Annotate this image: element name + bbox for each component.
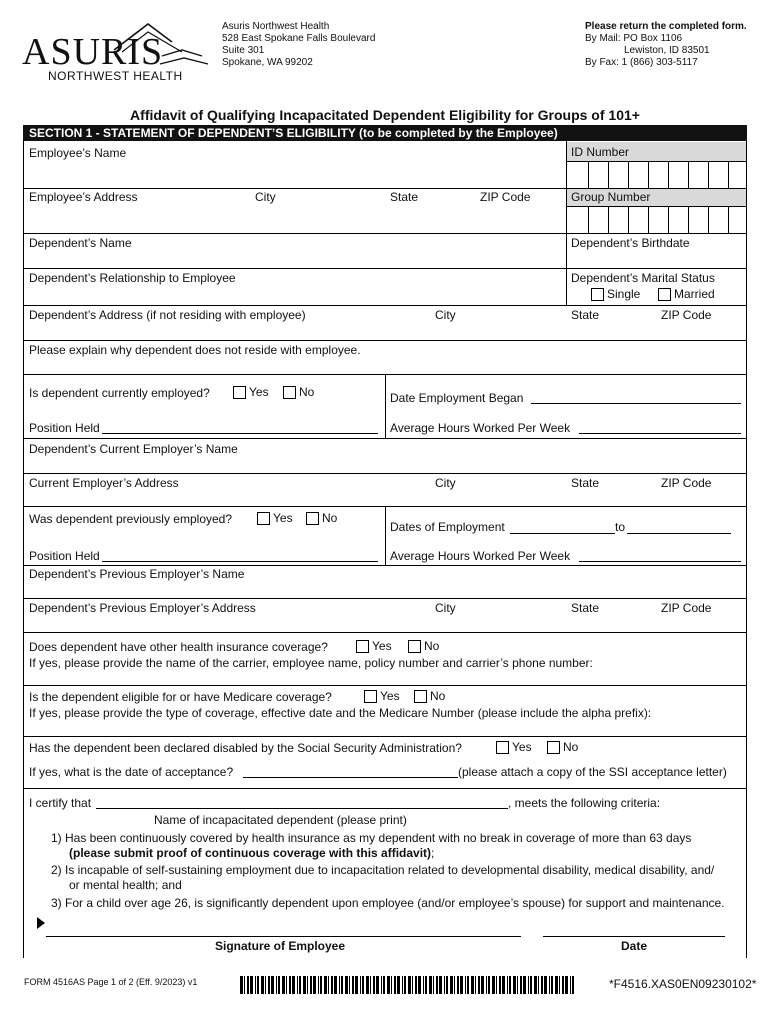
- dependent-zip-label: ZIP Code: [661, 308, 712, 322]
- previous-employer-address-label: Dependent’s Previous Employer’s Address: [29, 601, 256, 615]
- other-coverage-yes[interactable]: [356, 639, 392, 653]
- criterion-2b: or mental health; and: [69, 878, 182, 892]
- section-1-bar: SECTION 1 - STATEMENT OF DEPENDENT’S ELIGIBILITY (to be completed by the Employee): [23, 125, 747, 141]
- previous-employer-zip-label: ZIP Code: [661, 601, 712, 615]
- checkbox-icon[interactable]: [306, 512, 319, 525]
- yes-label: Yes: [512, 740, 532, 754]
- org-suite: Suite 301: [222, 45, 265, 56]
- return-fax: By Fax: 1 (866) 303-5117: [585, 57, 698, 68]
- current-employer-zip-label: ZIP Code: [661, 476, 712, 490]
- id-number-label: ID Number: [571, 145, 630, 159]
- no-label: No: [563, 740, 579, 754]
- ssa-no[interactable]: [547, 740, 578, 754]
- current-employer-name-label: Dependent’s Current Employer’s Name: [29, 442, 238, 456]
- dependent-print-name-line[interactable]: [96, 808, 508, 809]
- org-name: Asuris Northwest Health: [222, 21, 330, 32]
- logo-main: ASURIS: [22, 31, 164, 73]
- employee-city-label: City: [255, 190, 276, 204]
- date-employment-began-line[interactable]: [531, 403, 741, 404]
- date-label: Date: [621, 939, 648, 953]
- ssa-date-label: If yes, what is the date of acceptance?: [29, 765, 234, 779]
- ssa-date-line[interactable]: [243, 777, 458, 778]
- return-mail-city: Lewiston, ID 83501: [624, 45, 710, 56]
- previously-employed-yes[interactable]: [257, 511, 293, 525]
- checkbox-icon[interactable]: [414, 690, 427, 703]
- relationship-label: Dependent’s Relationship to Employee: [29, 271, 236, 285]
- checkbox-icon[interactable]: [283, 386, 296, 399]
- no-label: No: [424, 639, 440, 653]
- avg-hours-line[interactable]: [579, 433, 741, 434]
- checkbox-icon[interactable]: [591, 288, 604, 301]
- employee-zip-label: ZIP Code: [480, 190, 531, 204]
- checkbox-icon[interactable]: [547, 741, 560, 754]
- criterion-3: 3) For a child over age 26, is significantly dependent upon employee (and/or employee’s spouse) for support and maintenance.: [51, 896, 725, 910]
- single-label: Single: [607, 287, 641, 301]
- yes-label: Yes: [372, 639, 392, 653]
- dependent-name-label: Dependent’s Name: [29, 236, 132, 250]
- previous-employer-name-label: Dependent’s Previous Employer’s Name: [29, 567, 245, 581]
- employee-name-field[interactable]: [24, 160, 564, 186]
- currently-employed-label: Is dependent currently employed?: [29, 386, 210, 400]
- previous-employer-state-label: State: [571, 601, 600, 615]
- previously-employed-no[interactable]: [306, 511, 337, 525]
- currently-employed-no[interactable]: [283, 385, 314, 399]
- form-code: *F4516.XAS0EN09230102*: [609, 977, 757, 991]
- no-label: No: [322, 511, 338, 525]
- yes-label: Yes: [380, 689, 400, 703]
- logo-sub: NORTHWEST HEALTH: [48, 69, 183, 83]
- no-label: No: [299, 385, 315, 399]
- org-city: Spokane, WA 99202: [222, 57, 313, 68]
- married-label: Married: [674, 287, 715, 301]
- date-employment-began-label: Date Employment Began: [390, 391, 524, 405]
- prev-position-held-line[interactable]: [102, 561, 378, 562]
- married-checkbox[interactable]: [658, 287, 715, 301]
- ssa-label: Has the dependent been declared disabled by the Social Security Administration?: [29, 741, 462, 755]
- return-info: [585, 21, 747, 69]
- other-coverage-detail: If yes, please provide the name of the carrier, employee name, policy number and carrier’s phone number:: [29, 656, 593, 670]
- dependent-birthdate-label: Dependent’s Birthdate: [571, 236, 690, 250]
- checkbox-icon[interactable]: [233, 386, 246, 399]
- signature-label: Signature of Employee: [215, 939, 346, 953]
- explain-label: Please explain why dependent does not reside with employee.: [29, 343, 361, 357]
- current-employer-state-label: State: [571, 476, 600, 490]
- arrow-right-icon: [36, 916, 46, 930]
- checkbox-icon[interactable]: [257, 512, 270, 525]
- dates-to-label: to: [615, 520, 626, 534]
- other-coverage-no[interactable]: [408, 639, 439, 653]
- return-mail: By Mail: PO Box 1106: [585, 33, 683, 44]
- group-number-boxes[interactable]: [567, 206, 746, 233]
- checkbox-icon[interactable]: [658, 288, 671, 301]
- yes-label: Yes: [249, 385, 269, 399]
- employee-state-label: State: [390, 190, 419, 204]
- ssa-attach-label: (please attach a copy of the SSI acceptance letter): [458, 765, 727, 779]
- logo: [22, 22, 212, 84]
- prev-avg-hours-line[interactable]: [579, 561, 741, 562]
- dates-of-employment-label: Dates of Employment: [390, 520, 505, 534]
- employee-address-label: Employee’s Address: [29, 190, 138, 204]
- org-street: 528 East Spokane Falls Boulevard: [222, 33, 376, 44]
- medicare-detail: If yes, please provide the type of coverage, effective date and the Medicare Number (please include the alpha prefix):: [29, 706, 652, 720]
- previously-employed-label: Was dependent previously employed?: [29, 512, 233, 526]
- form-title: Affidavit of Qualifying Incapacitated Dependent Eligibility for Groups of 101+: [130, 107, 640, 123]
- checkbox-icon[interactable]: [356, 640, 369, 653]
- checkbox-icon[interactable]: [408, 640, 421, 653]
- previous-employer-city-label: City: [435, 601, 456, 615]
- position-held-label: Position Held: [29, 421, 100, 435]
- prev-avg-hours-label: Average Hours Worked Per Week: [390, 549, 571, 563]
- position-held-line[interactable]: [102, 433, 378, 434]
- yes-label: Yes: [273, 511, 293, 525]
- criterion-1b: [69, 846, 434, 860]
- other-coverage-label: Does dependent have other health insurance coverage?: [29, 640, 328, 654]
- marital-status-label: Dependent’s Marital Status: [571, 271, 715, 285]
- group-number-label: Group Number: [571, 190, 651, 204]
- avg-hours-label: Average Hours Worked Per Week: [390, 421, 571, 435]
- org-address: [222, 21, 375, 69]
- medicare-yes[interactable]: [364, 689, 400, 703]
- return-heading: Please return the completed form.: [585, 21, 747, 32]
- checkbox-icon[interactable]: [364, 690, 377, 703]
- dependent-address-label: Dependent’s Address (if not residing with employee): [29, 308, 306, 322]
- checkbox-icon[interactable]: [496, 741, 509, 754]
- single-checkbox[interactable]: [591, 287, 640, 301]
- no-label: No: [430, 689, 446, 703]
- current-employer-address-label: Current Employer’s Address: [29, 476, 179, 490]
- signature-line[interactable]: [46, 936, 521, 937]
- dependent-city-label: City: [435, 308, 456, 322]
- criterion-1b-end: ;: [431, 846, 435, 860]
- dates-to-line[interactable]: [627, 533, 731, 534]
- prev-position-held-label: Position Held: [29, 549, 100, 563]
- barcode-icon: [240, 976, 580, 996]
- name-caption: Name of incapacitated dependent (please print): [154, 813, 407, 827]
- currently-employed-yes[interactable]: [233, 385, 269, 399]
- criteria-label: , meets the following criteria:: [508, 796, 661, 810]
- employee-name-label: Employee’s Name: [29, 146, 127, 160]
- criterion-2a: 2) Is incapable of self-sustaining employment due to incapacitation related to developmental disability, medical disability, and/: [51, 863, 715, 877]
- certify-label: I certify that: [29, 796, 92, 810]
- medicare-no[interactable]: [414, 689, 445, 703]
- date-line[interactable]: [543, 936, 725, 937]
- dependent-state-label: State: [571, 308, 600, 322]
- ssa-yes[interactable]: [496, 740, 532, 754]
- id-number-boxes[interactable]: [567, 161, 746, 188]
- medicare-label: Is the dependent eligible for or have Medicare coverage?: [29, 690, 332, 704]
- criterion-1b-bold: (please submit proof of continuous coverage with this affidavit): [69, 846, 432, 860]
- form-id: FORM 4516AS Page 1 of 2 (Eff. 9/2023) v1: [24, 977, 198, 987]
- dates-from-line[interactable]: [510, 533, 615, 534]
- current-employer-city-label: City: [435, 476, 456, 490]
- criterion-1a: 1) Has been continuously covered by health insurance as my dependent with no break in coverage of more than 63 days: [51, 831, 692, 845]
